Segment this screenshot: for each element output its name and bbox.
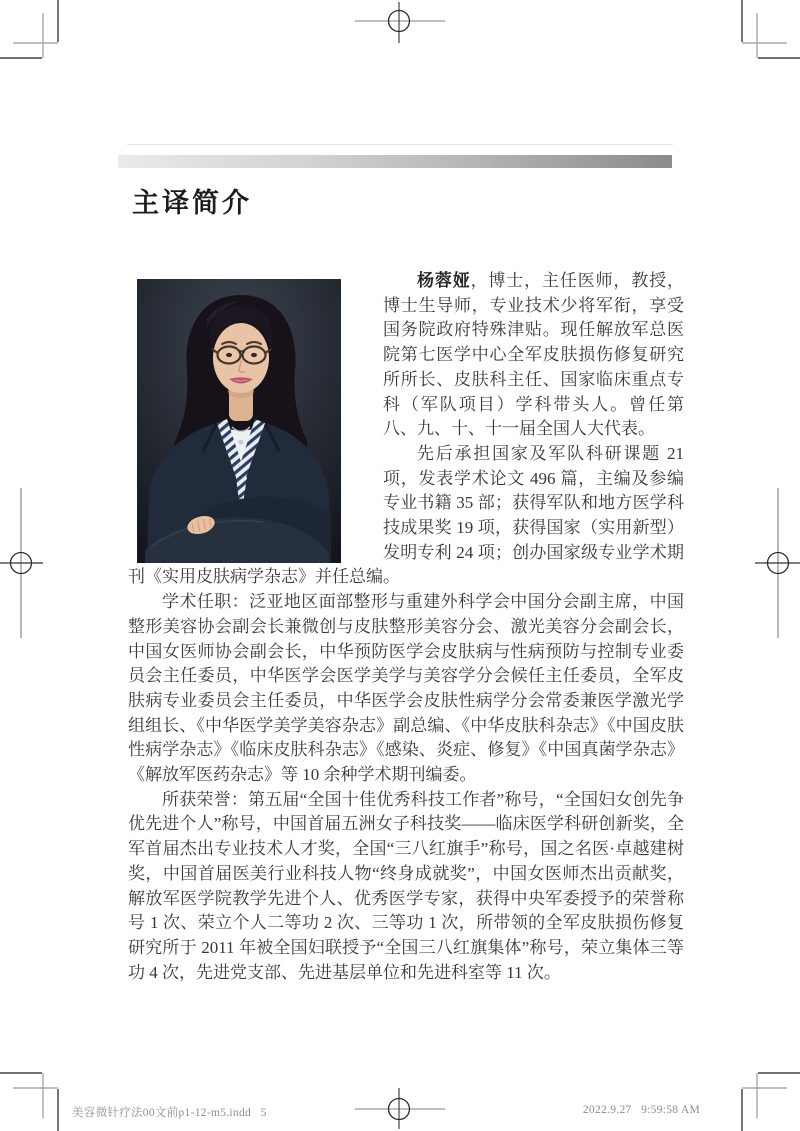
registration-target-top bbox=[355, 2, 445, 43]
translator-portrait-photo bbox=[137, 279, 341, 563]
bio-paragraph-achievements: 先后承担国家及军队科研课题 21 项，发表学术论文 496 篇，主编及参编专业书籍 35 部；获得军队和地方医学科技成果奖 19 项，获得国家（实用新型）发明专利 24 项；创办国家级专业学术期刊《实用皮肤病学杂志》并任总编。 bbox=[128, 443, 684, 587]
scan-edge-line bbox=[127, 144, 673, 145]
bio-paragraph-intro-text: ，博士，主任医师，教授，博士生导师，专业技术少将军衔，享受国务院政府特殊津贴。现任解放军总医院第七医学中心全军皮肤损伤修复研究所所长、皮肤科主任、国家临床重点专科（军队项目）学科带头人。曾任第八、九、十、十一届全国人大代表。 bbox=[383, 271, 685, 439]
footer-filename: 美容微针疗法00文前p1-12-m5.indd 5 bbox=[72, 1107, 267, 1119]
content-area bbox=[128, 269, 684, 985]
page-title: 主译简介 bbox=[132, 188, 252, 218]
bio-paragraph-academic-positions: 学术任职：泛亚地区面部整形与重建外科学会中国分会副主席，中国整形美容协会副会长兼微创与皮肤整形美容分会、激光美容分会副会长，中国女医师协会副会长，中华预防医学会皮肤病与性病预防与控制专业委员会主任委员，中华医学会医学美学与美容学分会候任主任委员，全军皮肤病专业委员会主任委员，中华医学会皮肤性病学分会常委兼医学激光学组组长、《中华医学美学美容杂志》副总编、《中华皮肤科杂志》《中国皮肤性病学杂志》《临床皮肤科杂志》《感染、炎症、修复》《中国真菌学杂志》《解放军医药杂志》等 10 余种学术期刊编委。 bbox=[128, 592, 684, 785]
footer-timestamp: 2022.9.27 9:59:58 AM bbox=[582, 1104, 700, 1116]
registration-target-left bbox=[0, 488, 43, 638]
bio-paragraph-honors: 所获荣誉：第五届“全国十佳优秀科技工作者”称号，“全国妇女创先争优先进个人”称号，中国首届五洲女子科技奖——临床医学科研创新奖，全军首届杰出专业技术人才奖，全国“三八红旗手”称号，国之名医·卓越建树奖，中国首届医美行业科技人物“终身成就奖”，中国女医师杰出贡献奖，解放军医学院教学先进个人、优秀医学专家，获得中央军委授予的荣誉称号 1 次、荣立个人二等功 2 次、三等功 1 次，所带领的全军皮肤损伤修复研究所于 2011 年被全国妇联授予“全国三八红旗集体”称号，荣立集体三等功 4 次，先进党支部、先进基层单位和先进科室等 11 次。 bbox=[128, 789, 684, 982]
translator-name: 杨蓉娅 bbox=[417, 271, 471, 290]
header-gradient-bar bbox=[118, 155, 672, 168]
registration-target-right bbox=[755, 488, 800, 638]
portrait-illustration bbox=[137, 279, 341, 563]
proof-footer bbox=[72, 1104, 700, 1120]
necklace-pendant bbox=[239, 440, 244, 445]
